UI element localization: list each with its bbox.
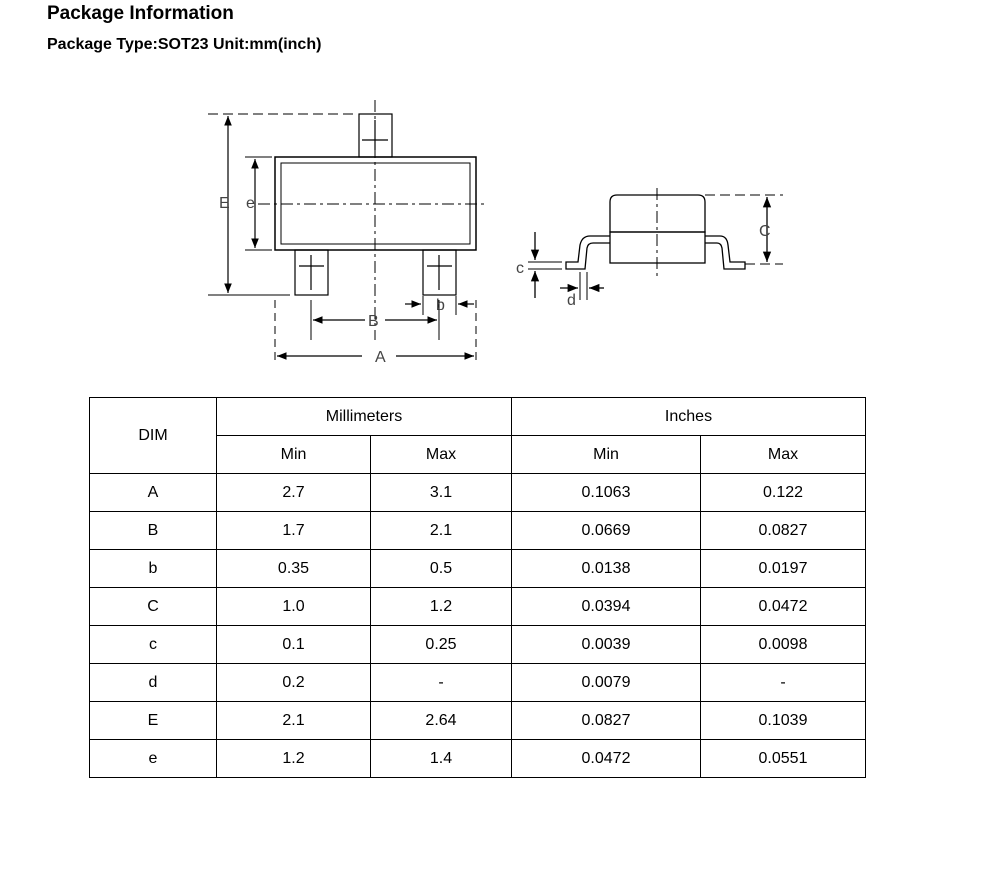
- cell-in-min: 0.0669: [512, 512, 701, 550]
- cell-in-min: 0.0079: [512, 664, 701, 702]
- table-row: [90, 512, 866, 550]
- table-row: [90, 588, 866, 626]
- label-B: B: [368, 313, 379, 330]
- package-outline-drawing: [0, 0, 991, 390]
- label-d: d: [567, 292, 576, 309]
- cell-in-max: 0.0098: [701, 626, 866, 664]
- cell-dim: A: [90, 474, 217, 512]
- header-mm-max: Max: [371, 436, 512, 474]
- cell-in-min: 0.0039: [512, 626, 701, 664]
- label-e: e: [246, 195, 255, 212]
- cell-in-max: 0.1039: [701, 702, 866, 740]
- cell-in-max: 0.122: [701, 474, 866, 512]
- cell-in-min: 0.0394: [512, 588, 701, 626]
- label-E: E: [219, 195, 230, 212]
- cell-dim: E: [90, 702, 217, 740]
- header-inches: Inches: [512, 398, 866, 436]
- cell-dim: b: [90, 550, 217, 588]
- cell-in-min: 0.0138: [512, 550, 701, 588]
- cell-in-min: 0.1063: [512, 474, 701, 512]
- cell-mm-min: 0.2: [217, 664, 371, 702]
- table-header-row: [90, 398, 866, 436]
- cell-dim: e: [90, 740, 217, 778]
- cell-in-max: -: [701, 664, 866, 702]
- table-row: [90, 702, 866, 740]
- header-millimeters: Millimeters: [217, 398, 512, 436]
- cell-in-max: 0.0472: [701, 588, 866, 626]
- cell-mm-min: 1.2: [217, 740, 371, 778]
- cell-mm-max: 0.5: [371, 550, 512, 588]
- cell-in-max: 0.0197: [701, 550, 866, 588]
- cell-dim: c: [90, 626, 217, 664]
- package-type-subtitle: Package Type:SOT23 Unit:mm(inch): [47, 36, 322, 53]
- side-left-lead: [566, 236, 610, 269]
- cell-dim: C: [90, 588, 217, 626]
- cell-mm-min: 1.0: [217, 588, 371, 626]
- cell-mm-min: 2.7: [217, 474, 371, 512]
- table-row: [90, 626, 866, 664]
- cell-mm-max: 3.1: [371, 474, 512, 512]
- cell-mm-max: 0.25: [371, 626, 512, 664]
- cell-mm-min: 0.35: [217, 550, 371, 588]
- cell-mm-min: 0.1: [217, 626, 371, 664]
- table-row: [90, 550, 866, 588]
- cell-dim: d: [90, 664, 217, 702]
- label-c: c: [516, 260, 524, 277]
- label-C: C: [759, 223, 771, 240]
- cell-mm-max: 1.4: [371, 740, 512, 778]
- side-view: [528, 188, 783, 300]
- cell-mm-max: 2.1: [371, 512, 512, 550]
- header-mm-min: Min: [217, 436, 371, 474]
- cell-mm-max: -: [371, 664, 512, 702]
- table-row: [90, 474, 866, 512]
- dimensions-table: [89, 397, 866, 778]
- table-row: [90, 740, 866, 778]
- cell-dim: B: [90, 512, 217, 550]
- label-b: b: [436, 297, 445, 314]
- cell-in-min: 0.0472: [512, 740, 701, 778]
- table-row: [90, 664, 866, 702]
- page-title: Package Information: [47, 3, 234, 24]
- dimensions-table-body: [90, 398, 866, 778]
- cell-mm-max: 1.2: [371, 588, 512, 626]
- header-in-min: Min: [512, 436, 701, 474]
- cell-mm-min: 1.7: [217, 512, 371, 550]
- cell-mm-min: 2.1: [217, 702, 371, 740]
- header-in-max: Max: [701, 436, 866, 474]
- top-view: [208, 100, 484, 362]
- cell-in-max: 0.0827: [701, 512, 866, 550]
- cell-in-max: 0.0551: [701, 740, 866, 778]
- cell-mm-max: 2.64: [371, 702, 512, 740]
- side-right-lead: [705, 236, 745, 269]
- label-A: A: [375, 349, 386, 366]
- header-dim: DIM: [90, 398, 217, 474]
- cell-in-min: 0.0827: [512, 702, 701, 740]
